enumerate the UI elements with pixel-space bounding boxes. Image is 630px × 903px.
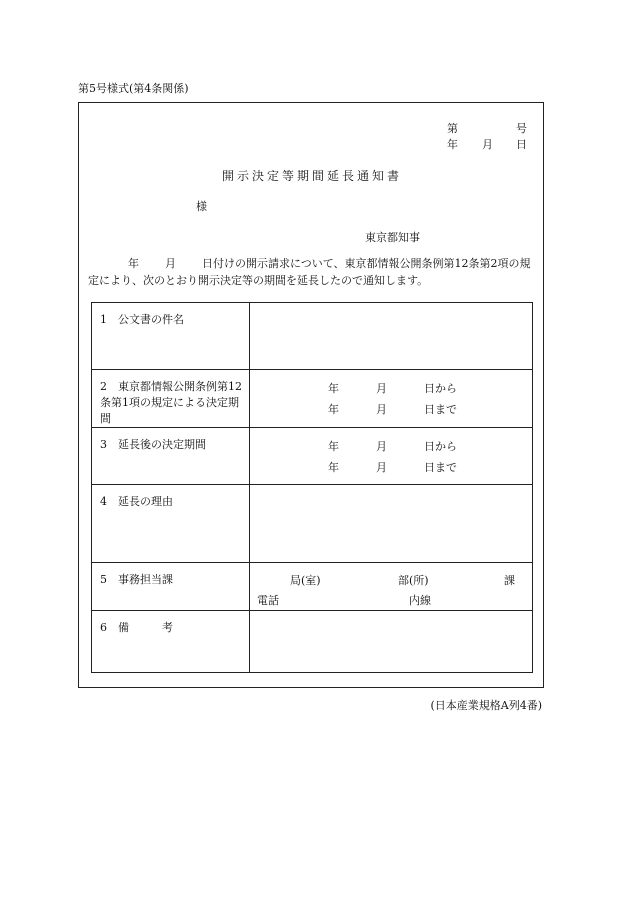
addressee-suffix: 様 (196, 200, 207, 213)
extended-period-until: 年 月 日まで (328, 461, 457, 474)
form-number: 第5号様式(第4条関係) (78, 82, 189, 95)
notice-frame (78, 102, 544, 688)
number-prefix: 第 (447, 122, 458, 135)
row-label-extended-period: 3 延長後の決定期間 (100, 438, 206, 451)
table-row (92, 611, 533, 673)
sender: 東京都知事 (365, 231, 420, 244)
body-month: 月 (165, 257, 176, 270)
table-row (92, 563, 533, 611)
row-label-responsible-section: 5 事務担当課 (100, 573, 173, 586)
row-label-document-subject: 1 公文書の件名 (100, 313, 184, 326)
phone-label: 電話 (257, 594, 279, 607)
date-day: 日 (516, 138, 527, 151)
row-label-original-period: 2 東京都情報公開条例第12条第1項の規定による決定期間 (100, 380, 242, 425)
table-row (92, 370, 533, 428)
original-period-from: 年 月 日から (328, 382, 457, 395)
details-table (91, 302, 533, 673)
document-title: 開示決定等期間延長通知書 (221, 169, 402, 183)
section-label: 課 (504, 574, 515, 587)
date-year: 年 (447, 138, 458, 151)
responsible-section-value (250, 563, 533, 611)
original-period-until: 年 月 日まで (328, 403, 457, 416)
extension-label: 内線 (409, 594, 431, 607)
department-label: 部(所) (398, 574, 429, 587)
paper-size-note: (日本産業規格A列4番) (430, 699, 542, 712)
remarks-value (250, 611, 533, 673)
table-row (92, 428, 533, 485)
table-row (92, 485, 533, 563)
bureau-label: 局(室) (290, 574, 321, 587)
row-label-remarks: 6 備 考 (100, 621, 173, 634)
body-text (88, 255, 538, 289)
extension-reason-value (250, 485, 533, 563)
extended-period-from: 年 月 日から (328, 440, 457, 453)
row-label-extension-reason: 4 延長の理由 (100, 495, 173, 508)
document-subject-value (250, 303, 533, 370)
table-row (92, 303, 533, 370)
body-main-text: 日付けの開示請求について、東京都情報公開条例第12条第2項の規定により、次のとおり開示決定等の期間を延長したので通知します。 (88, 257, 531, 287)
date-month: 月 (482, 138, 493, 151)
number-suffix: 号 (516, 122, 527, 135)
body-year: 年 (128, 257, 139, 270)
